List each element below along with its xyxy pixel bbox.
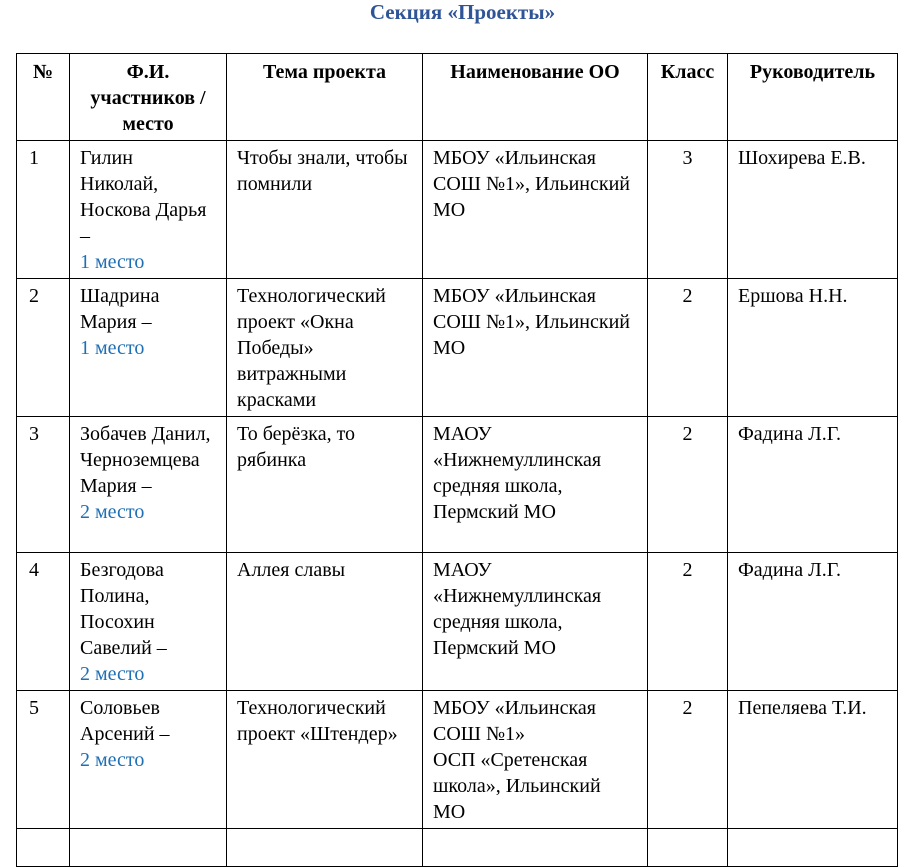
- participants-names: Гилин Николай, Носкова Дарья –: [80, 147, 207, 247]
- org-line: МАОУ «Нижнемуллинская средняя школа, Пермский МО: [433, 559, 602, 659]
- table-row: [17, 279, 898, 417]
- header-row: [17, 54, 898, 141]
- grade-cell: 2: [648, 417, 728, 553]
- grade-cell: 3: [648, 141, 728, 279]
- row-number: 2: [17, 279, 70, 417]
- place-label: 2 место: [80, 663, 145, 685]
- row-number: 1: [17, 141, 70, 279]
- participants-cell: [70, 691, 227, 829]
- section-title: Секция «Проекты»: [369, 0, 556, 24]
- place-label: 2 место: [80, 501, 145, 523]
- participants-cell: [70, 553, 227, 691]
- table-row: [17, 417, 898, 553]
- empty-cell: [728, 829, 898, 867]
- org-line: МБОУ «Ильинская СОШ №1», Ильинский МО: [433, 285, 630, 359]
- topic-cell: Технологический проект «Штендер»: [227, 691, 423, 829]
- leader-cell: Фадина Л.Г.: [728, 417, 898, 553]
- org-cell: [423, 691, 648, 829]
- row-number: 4: [17, 553, 70, 691]
- header-participants: Ф.И. участников / место: [70, 54, 227, 141]
- leader-cell: Пепеляева Т.И.: [728, 691, 898, 829]
- table-row: [17, 141, 898, 279]
- org-line: МАОУ «Нижнемуллинская средняя школа, Пермский МО: [433, 423, 602, 523]
- participants-names: Соловьев Арсений –: [80, 697, 170, 745]
- org-line: МБОУ «Ильинская СОШ №1»: [433, 697, 596, 745]
- leader-cell: Ершова Н.Н.: [728, 279, 898, 417]
- participants-names: Безгодова Полина, Посохин Савелий –: [80, 559, 167, 659]
- header-num: №: [17, 54, 70, 141]
- leader-cell: Фадина Л.Г.: [728, 553, 898, 691]
- org-line: ОСП «Сретенская школа», Ильинский МО: [433, 749, 601, 823]
- org-line: МБОУ «Ильинская СОШ №1», Ильинский МО: [433, 147, 630, 221]
- empty-cell: [648, 829, 728, 867]
- row-number: 3: [17, 417, 70, 553]
- participants-names: Зобачев Данил, Черноземцева Мария –: [80, 423, 211, 497]
- grade-cell: 2: [648, 691, 728, 829]
- participants-names: Шадрина Мария –: [80, 285, 160, 333]
- projects-table: [16, 53, 898, 867]
- grade-cell: 2: [648, 279, 728, 417]
- header-grade: Класс: [648, 54, 728, 141]
- place-label: 1 место: [80, 337, 145, 359]
- table-row: [17, 553, 898, 691]
- org-cell: [423, 417, 648, 553]
- topic-cell: Технологический проект «Окна Победы» витражными красками: [227, 279, 423, 417]
- empty-cell: [423, 829, 648, 867]
- place-label: 1 место: [80, 251, 145, 273]
- participants-cell: [70, 279, 227, 417]
- row-number: 5: [17, 691, 70, 829]
- empty-cell: [227, 829, 423, 867]
- empty-cell: [17, 829, 70, 867]
- participants-cell: [70, 417, 227, 553]
- empty-cell: [70, 829, 227, 867]
- grade-cell: 2: [648, 553, 728, 691]
- leader-cell: Шохирева Е.В.: [728, 141, 898, 279]
- topic-cell: Чтобы знали, чтобы помнили: [227, 141, 423, 279]
- header-org: Наименование ОО: [423, 54, 648, 141]
- table-row: [17, 691, 898, 829]
- org-cell: [423, 553, 648, 691]
- header-topic: Тема проекта: [227, 54, 423, 141]
- org-cell: [423, 141, 648, 279]
- header-leader: Руководитель: [728, 54, 898, 141]
- table-row-partial: [17, 829, 898, 867]
- place-label: 2 место: [80, 749, 145, 771]
- org-cell: [423, 279, 648, 417]
- topic-cell: Аллея славы: [227, 553, 423, 691]
- participants-cell: [70, 141, 227, 279]
- topic-cell: То берёзка, то рябинка: [227, 417, 423, 553]
